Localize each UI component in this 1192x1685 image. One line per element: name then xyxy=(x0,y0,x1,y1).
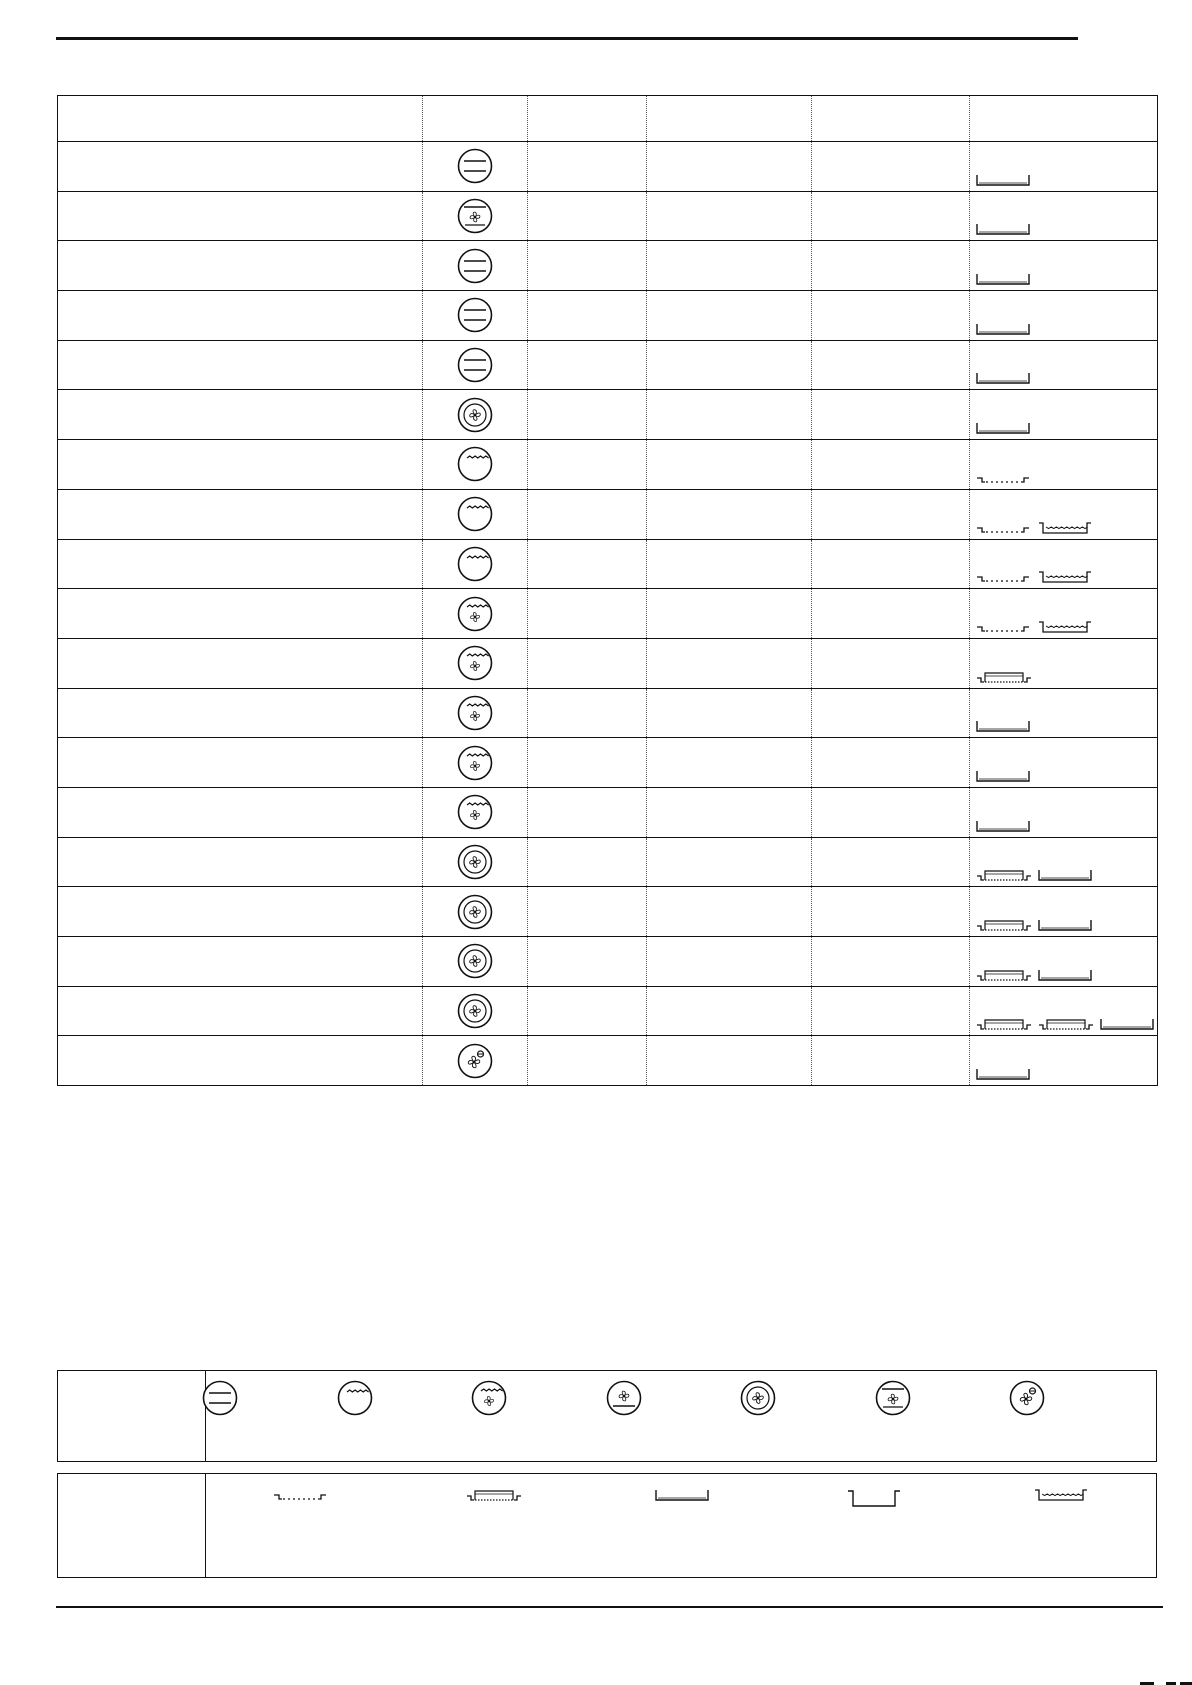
grid-rack-icon xyxy=(976,1017,1032,1031)
cell-level xyxy=(528,539,647,589)
table-row xyxy=(58,887,1158,937)
baking-tray-icon xyxy=(976,222,1030,236)
cell-temperature xyxy=(647,291,812,341)
cell-level xyxy=(528,986,647,1036)
cell-food xyxy=(58,837,423,887)
table-row xyxy=(58,986,1158,1036)
table-row xyxy=(58,589,1158,639)
baking-tray-icon xyxy=(976,371,1030,385)
cell-food xyxy=(58,986,423,1036)
cell-function xyxy=(423,390,528,440)
legend-function-item xyxy=(606,1380,642,1421)
legend-function-item xyxy=(337,1380,373,1421)
cell-food xyxy=(58,291,423,341)
cell-function xyxy=(423,787,528,837)
eco-fan-icon xyxy=(457,1043,493,1079)
cell-level xyxy=(528,241,647,291)
legend-accessory-item xyxy=(466,1488,522,1507)
cell-food xyxy=(58,539,423,589)
cell-function xyxy=(423,340,528,390)
drip-pan-icon xyxy=(1038,570,1092,584)
cell-time xyxy=(812,986,970,1036)
table-row xyxy=(58,191,1158,241)
cell-time xyxy=(812,1036,970,1086)
table-row xyxy=(58,340,1158,390)
drip-pan-icon xyxy=(1034,1488,1088,1502)
conventional-icon xyxy=(457,148,493,184)
header-cell-food xyxy=(58,96,423,142)
grid-rack-icon xyxy=(976,968,1032,982)
table-row xyxy=(58,638,1158,688)
cell-time xyxy=(812,489,970,539)
legend-accessory-item xyxy=(847,1488,901,1513)
cell-level xyxy=(528,589,647,639)
legend-function-item xyxy=(471,1380,507,1421)
cell-accessories xyxy=(970,340,1158,390)
cell-temperature xyxy=(647,787,812,837)
cell-temperature xyxy=(647,440,812,490)
header-cell-level xyxy=(528,96,647,142)
baking-tray-icon xyxy=(655,1488,709,1502)
baking-tray-icon xyxy=(1038,868,1092,882)
cell-food xyxy=(58,340,423,390)
cell-function xyxy=(423,241,528,291)
cell-accessories xyxy=(970,688,1158,738)
cell-time xyxy=(812,539,970,589)
cooking-table xyxy=(57,95,1158,1086)
grid-rack-icon xyxy=(1038,1017,1094,1031)
baking-tray-icon xyxy=(976,322,1030,336)
cell-function xyxy=(423,837,528,887)
cell-temperature xyxy=(647,837,812,887)
cell-level xyxy=(528,887,647,937)
cell-food xyxy=(58,589,423,639)
cell-function xyxy=(423,142,528,192)
cell-temperature xyxy=(647,638,812,688)
legend-accessories xyxy=(57,1473,1157,1578)
bottom-fan-icon xyxy=(606,1380,642,1416)
cell-food xyxy=(58,440,423,490)
baking-tray-icon xyxy=(976,421,1030,435)
legend-accessory-item xyxy=(655,1488,709,1507)
cell-time xyxy=(812,787,970,837)
cell-level xyxy=(528,489,647,539)
fan-grill-icon xyxy=(471,1380,507,1416)
baking-tray-icon xyxy=(976,272,1030,286)
cell-time xyxy=(812,738,970,788)
cell-function xyxy=(423,887,528,937)
cell-level xyxy=(528,638,647,688)
table-row xyxy=(58,837,1158,887)
legend-function-item xyxy=(202,1380,238,1421)
cell-temperature xyxy=(647,340,812,390)
cell-temperature xyxy=(647,589,812,639)
circular-fan-icon xyxy=(457,993,493,1029)
grill-icon xyxy=(457,546,493,582)
cell-temperature xyxy=(647,937,812,987)
cell-accessories xyxy=(970,738,1158,788)
cell-level xyxy=(528,142,647,192)
rack-icon xyxy=(976,471,1030,485)
cell-food xyxy=(58,887,423,937)
cell-time xyxy=(812,589,970,639)
fan-grill-icon xyxy=(457,695,493,731)
cell-level xyxy=(528,291,647,341)
legend-accessory-item xyxy=(273,1488,327,1507)
cell-level xyxy=(528,738,647,788)
baking-tray-icon xyxy=(976,819,1030,833)
cell-time xyxy=(812,440,970,490)
cell-accessories xyxy=(970,142,1158,192)
cell-temperature xyxy=(647,688,812,738)
cell-temperature xyxy=(647,986,812,1036)
circular-fan-icon xyxy=(457,943,493,979)
top-rule xyxy=(56,37,1078,40)
bottom-rule xyxy=(56,1606,1163,1608)
cell-function xyxy=(423,589,528,639)
cell-food xyxy=(58,1036,423,1086)
grill-icon xyxy=(337,1380,373,1416)
cell-accessories xyxy=(970,887,1158,937)
top-fan-icon xyxy=(875,1380,911,1416)
cell-accessories xyxy=(970,390,1158,440)
cell-time xyxy=(812,688,970,738)
cell-level xyxy=(528,340,647,390)
cell-function xyxy=(423,1036,528,1086)
baking-tray-icon xyxy=(976,173,1030,187)
table-header-row xyxy=(58,96,1158,142)
legend-function-item xyxy=(740,1380,776,1421)
table-row xyxy=(58,489,1158,539)
cell-accessories xyxy=(970,837,1158,887)
grill-icon xyxy=(457,446,493,482)
cell-time xyxy=(812,638,970,688)
cell-function xyxy=(423,191,528,241)
fan-grill-icon xyxy=(457,794,493,830)
conventional-icon xyxy=(457,347,493,383)
cell-function xyxy=(423,738,528,788)
cell-level xyxy=(528,440,647,490)
grill-icon xyxy=(457,496,493,532)
cell-accessories xyxy=(970,539,1158,589)
cell-function xyxy=(423,937,528,987)
cell-level xyxy=(528,1036,647,1086)
cell-function xyxy=(423,986,528,1036)
cell-temperature xyxy=(647,539,812,589)
legend-functions-label xyxy=(58,1371,206,1461)
cell-temperature xyxy=(647,142,812,192)
header-cell-function xyxy=(423,96,528,142)
drip-pan-icon xyxy=(1038,620,1092,634)
deep-tray-icon xyxy=(847,1488,901,1508)
cell-food xyxy=(58,191,423,241)
conventional-icon xyxy=(457,297,493,333)
cell-temperature xyxy=(647,489,812,539)
baking-tray-icon xyxy=(1038,968,1092,982)
cell-temperature xyxy=(647,1036,812,1086)
cell-function xyxy=(423,440,528,490)
baking-tray-icon xyxy=(1100,1017,1154,1031)
cell-food xyxy=(58,937,423,987)
cell-accessories xyxy=(970,489,1158,539)
cell-time xyxy=(812,390,970,440)
cell-function xyxy=(423,688,528,738)
cell-temperature xyxy=(647,738,812,788)
cell-accessories xyxy=(970,440,1158,490)
cell-food xyxy=(58,390,423,440)
cell-accessories xyxy=(970,638,1158,688)
legend-accessories-label xyxy=(58,1474,206,1577)
baking-tray-icon xyxy=(976,1067,1030,1081)
conventional-icon xyxy=(202,1380,238,1416)
grid-rack-icon xyxy=(976,868,1032,882)
cell-time xyxy=(812,241,970,291)
table-row xyxy=(58,142,1158,192)
cell-temperature xyxy=(647,241,812,291)
cell-food xyxy=(58,241,423,291)
cell-level xyxy=(528,937,647,987)
cell-accessories xyxy=(970,1036,1158,1086)
eco-fan-icon xyxy=(1009,1380,1045,1416)
baking-tray-icon xyxy=(976,719,1030,733)
cell-accessories xyxy=(970,589,1158,639)
cell-food xyxy=(58,142,423,192)
cell-accessories xyxy=(970,986,1158,1036)
circular-fan-icon xyxy=(457,844,493,880)
fan-grill-icon xyxy=(457,745,493,781)
cell-accessories xyxy=(970,191,1158,241)
rack-icon xyxy=(976,570,1030,584)
conventional-icon xyxy=(457,248,493,284)
cell-time xyxy=(812,340,970,390)
cell-accessories xyxy=(970,937,1158,987)
top-fan-icon xyxy=(457,198,493,234)
corner-mark-icon xyxy=(1132,1673,1192,1685)
circular-fan-icon xyxy=(740,1380,776,1416)
grid-rack-icon xyxy=(976,918,1032,932)
rack-icon xyxy=(976,620,1030,634)
cell-accessories xyxy=(970,787,1158,837)
table-row xyxy=(58,291,1158,341)
cell-accessories xyxy=(970,241,1158,291)
drip-pan-icon xyxy=(1038,521,1092,535)
cell-function xyxy=(423,539,528,589)
cell-level xyxy=(528,390,647,440)
table-row xyxy=(58,241,1158,291)
cell-time xyxy=(812,142,970,192)
cell-food xyxy=(58,489,423,539)
fan-grill-icon xyxy=(457,645,493,681)
cell-accessories xyxy=(970,291,1158,341)
cell-temperature xyxy=(647,887,812,937)
header-cell-time xyxy=(812,96,970,142)
rack-icon xyxy=(273,1488,327,1502)
cell-time xyxy=(812,291,970,341)
legend-function-item xyxy=(1009,1380,1045,1421)
table-row xyxy=(58,937,1158,987)
baking-tray-icon xyxy=(1038,918,1092,932)
table-row xyxy=(58,1036,1158,1086)
cell-time xyxy=(812,937,970,987)
header-cell-temperature xyxy=(647,96,812,142)
cell-time xyxy=(812,887,970,937)
fan-grill-icon xyxy=(457,596,493,632)
cell-level xyxy=(528,837,647,887)
legend-function-item xyxy=(875,1380,911,1421)
cell-food xyxy=(58,738,423,788)
table-row xyxy=(58,738,1158,788)
cell-food xyxy=(58,688,423,738)
cell-level xyxy=(528,688,647,738)
cell-temperature xyxy=(647,191,812,241)
cell-time xyxy=(812,191,970,241)
rack-icon xyxy=(976,521,1030,535)
cell-function xyxy=(423,638,528,688)
table-row xyxy=(58,539,1158,589)
table-row xyxy=(58,440,1158,490)
cell-function xyxy=(423,489,528,539)
table-row xyxy=(58,688,1158,738)
cell-level xyxy=(528,191,647,241)
cell-food xyxy=(58,638,423,688)
grid-rack-icon xyxy=(466,1488,522,1502)
cell-function xyxy=(423,291,528,341)
cell-time xyxy=(812,837,970,887)
circular-fan-icon xyxy=(457,894,493,930)
table-row xyxy=(58,390,1158,440)
table-row xyxy=(58,787,1158,837)
cell-food xyxy=(58,787,423,837)
cell-level xyxy=(528,787,647,837)
circular-fan-icon xyxy=(457,397,493,433)
header-cell-accessories xyxy=(970,96,1158,142)
baking-tray-icon xyxy=(976,769,1030,783)
grid-rack-icon xyxy=(976,670,1032,684)
cell-temperature xyxy=(647,390,812,440)
legend-accessory-item xyxy=(1034,1488,1088,1507)
legend-functions xyxy=(57,1370,1157,1462)
